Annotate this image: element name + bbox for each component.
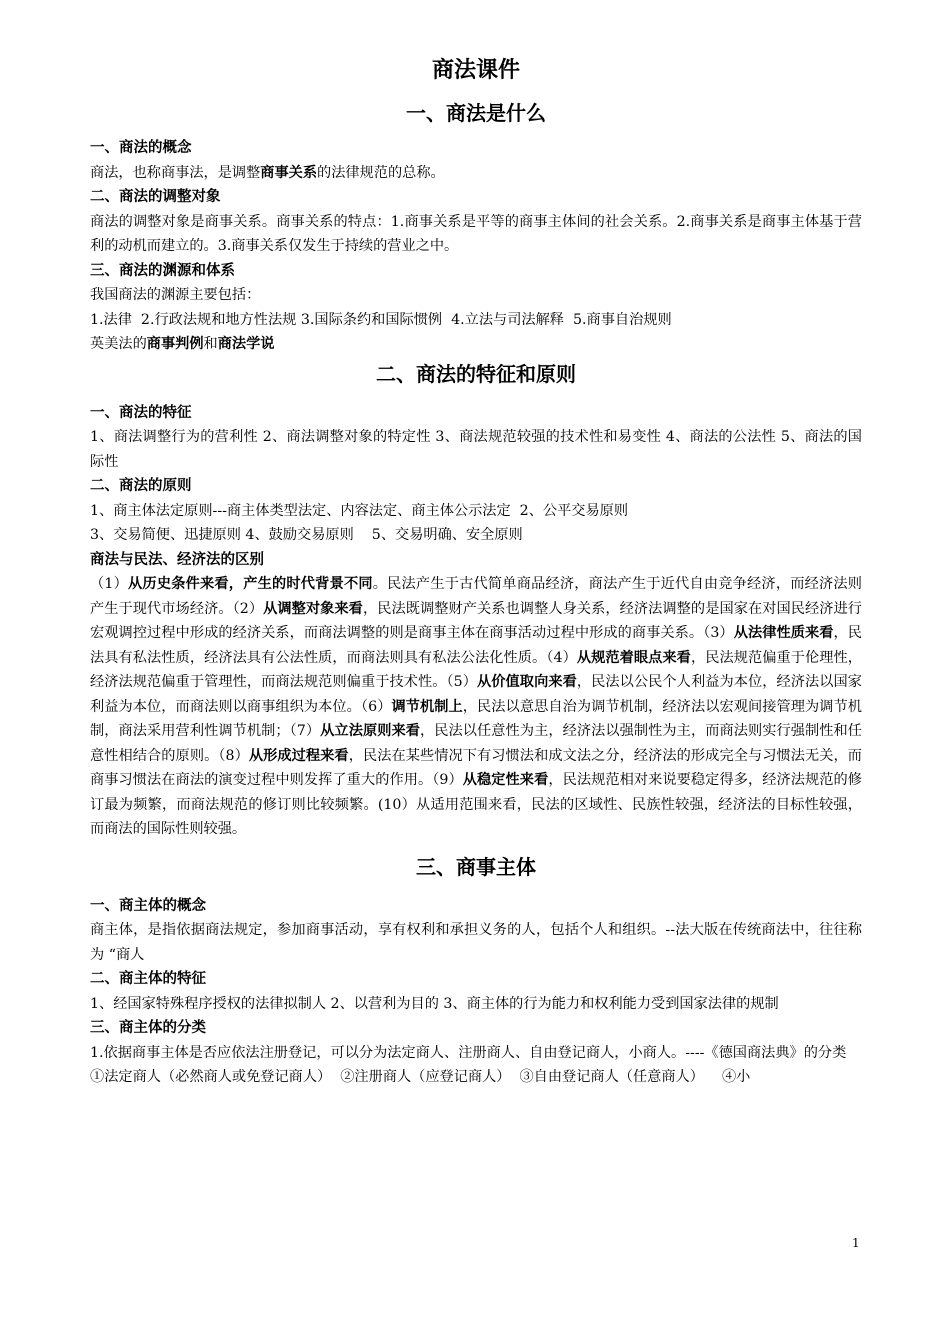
- paragraph: 1、经国家特殊程序授权的法律拟制人 2、以营利为目的 3、商主体的行为能力和权利能力受到国家法律的规制: [90, 995, 779, 1012]
- bold-phrase: 从价值取向来看: [477, 674, 577, 690]
- paragraph: 1.依据商事主体是否应依法注册登记，可以分为法定商人、注册商人、自由登记商人，小商人。----《德国商法典》的分类: [90, 1044, 847, 1061]
- text-run: ，民法既调整财产关系也调整人身关系，经济法调整的是国家在对国民经济进行宏观调控过程中形成的经济关系，而商法调整的则是商事主体在商事活动过程中形成的商事关系。（3）: [90, 600, 862, 641]
- bold-phrase: 从稳定性来看: [462, 772, 549, 788]
- text-run: ，民法以公民个人利益为本位，经济法以国家利益为本位，而商法则以商事组织为本位。（6）: [90, 674, 862, 715]
- text-run: 。民法产生于古代简单商品经济，商法产生于近代自由竞争经济，而经济法则产生于现代市场经济。（2）: [90, 576, 862, 617]
- bold-phrase: 调节机制上: [391, 698, 463, 715]
- subsection-heading: 一、商主体的概念: [90, 897, 206, 914]
- paragraph: 商法的调整对象是商事关系。商事关系的特点：1.商事关系是平等的商事主体间的社会关系。2.商事关系是商事主体基于营利的动机而建立的。3.商事关系仅发生于持续的营业之中。: [90, 213, 862, 254]
- paragraph: 1、商法调整行为的营利性 2、商法调整对象的特定性 3、商法规范较强的技术性和易变性 4、商法的公法性 5、商法的国际性: [90, 429, 862, 470]
- subsection-heading: 一、商法的特征: [90, 404, 192, 421]
- section-heading: 三、商事主体: [416, 854, 536, 879]
- paragraph: 商法，也称商事法，是调整商事关系的法律规范的总称。: [90, 164, 445, 181]
- subsection-heading: 二、商法的原则: [90, 478, 192, 494]
- text-run: （1）: [90, 576, 129, 592]
- paragraph: 3、交易简便、迅捷原则 4、鼓励交易原则 5、交易明确、安全原则: [90, 527, 523, 543]
- text-run: ，民法规范相对来说要稳定得多，经济法规范的修订最为频繁，而商法规范的修订则比较频繁。(10）从适用范围来看，民法的区域性、民族性较强，经济法的目标性较强，而商法的国际性则较强。: [90, 772, 862, 837]
- paragraph: 1、商主体法定原则---商主体类型法定、内容法定、商主体公示法定 2、公平交易原则: [90, 502, 629, 519]
- page-number: 1: [852, 1236, 860, 1250]
- subsection-heading: 三、商法的渊源和体系: [90, 262, 235, 279]
- subsection-heading: 二、商主体的特征: [90, 971, 206, 987]
- paragraph: ①法定商人（必然商人或免登记商人） ②注册商人（应登记商人） ③自由登记商人（任意商人） ④小: [90, 1069, 751, 1085]
- text-run: ，民法规范偏重于伦理性，经济法规范偏重于管理性，而商法规范则偏重于技术性。（5）: [90, 649, 862, 690]
- bold-phrase: 从规范着眼点来看: [576, 649, 691, 666]
- paragraph: 英美法的商事判例和商法学说: [90, 336, 275, 352]
- bold-phrase: 从调整对象来看: [263, 600, 363, 617]
- page-content: [90, 54, 862, 1090]
- section-heading: 二、商法的特征和原则: [376, 361, 576, 386]
- paragraph: 我国商法的渊源主要包括：: [90, 287, 261, 303]
- text-run: ，民法以任意性为主，经济法以强制性为主，而商法则实行强制性和任意性相结合的原则。（8）: [90, 723, 862, 764]
- bold-phrase: 从形成过程来看: [248, 747, 349, 764]
- paragraph: 商主体，是指依据商法规定，参加商事活动，享有权利和承担义务的人，包括个人和组织。--法大版在传统商法中，往往称为 “商人: [90, 922, 862, 963]
- document-title: 商法课件: [431, 58, 520, 83]
- bold-phrase: 从法律性质来看: [733, 625, 834, 641]
- paragraph: 1.法律 2.行政法规和地方性法规 3.国际条约和国际惯例 4.立法与司法解释 5.商事自治规则: [90, 311, 672, 328]
- bold-phrase: 从立法原则来看: [320, 723, 420, 739]
- text-run: ，民法在某些情况下有习惯法和成文法之分，经济法的形成完全与习惯法无关，而商事习惯法在商法的演变过程中则发挥了重大的作用。（9）: [90, 747, 862, 788]
- subsection-heading: 商法与民法、经济法的区别: [90, 551, 264, 568]
- bold-phrase: 从历史条件来看，产生的时代背景不同: [128, 576, 373, 592]
- text-run: ，民法以意思自治为调节机制，经济法以宏观间接管理为调节机制，商法采用营利性调节机制；（7）: [90, 698, 862, 739]
- subsection-heading: 一、商法的概念: [90, 140, 192, 156]
- subsection-heading: 三、商主体的分类: [90, 1020, 206, 1036]
- comparison-paragraph: [90, 572, 862, 842]
- subsection-heading: 二、商法的调整对象: [90, 189, 221, 205]
- text-run: ，民法具有私法性质，经济法具有公法性质，而商法则具有私法公法化性质。（4）: [90, 625, 862, 666]
- section-heading: 一、商法是什么: [406, 101, 546, 125]
